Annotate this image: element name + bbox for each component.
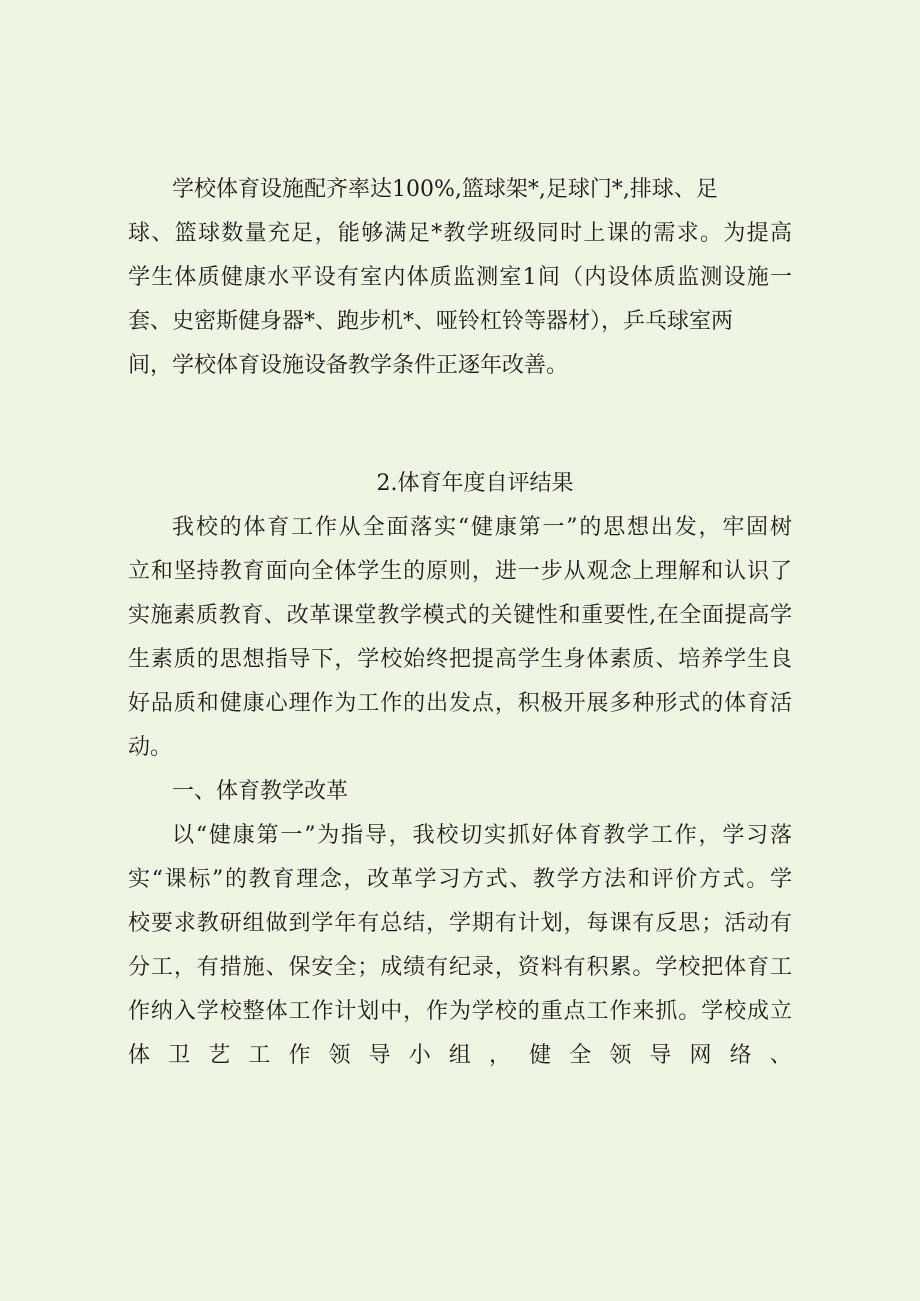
section-heading: 2.体育年度自评结果 [376,471,574,496]
paragraph-line-spread: 体 卫 艺 工 作 领 导 小 组 ， 健 全 领 导 网 络 、 [128,1043,792,1068]
paragraph-line: 间，学校体育设施设备教学条件正逐年改善。 [128,353,569,378]
paragraph-line: 我校的体育工作从全面落实“健康第一”的思想出发，牢固树 [172,515,792,540]
paragraph-line: 校要求教研组做到学年有总结，学期有计划，每课有反思；活动有 [128,911,792,936]
paragraph-line: 动。 [128,735,173,760]
subheading: 一、体育教学改革 [172,779,349,804]
paragraph-line: 学生体质健康水平设有室内体质监测室1间（内设体质监测设施一 [128,265,792,290]
document-page [128,168,792,1078]
paragraph-line: 分工，有措施、保安全；成绩有纪录，资料有积累。学校把体育工 [128,955,792,980]
paragraph-line: 作纳入学校整体工作计划中，作为学校的重点工作来抓。学校成立 [128,999,792,1024]
paragraph-line: 学校体育设施配齐率达100%,篮球架*,足球门*,排球、足 [172,177,718,202]
paragraph-line: 实施素质教育、改革课堂教学模式的关键性和重要性,在全面提高学 [128,603,792,628]
paragraph-line: 以“健康第一”为指导，我校切实抓好体育教学工作，学习落 [172,823,792,848]
paragraph-evaluation [128,506,792,770]
spacer [128,388,792,462]
paragraph-teaching-reform [128,814,792,1078]
paragraph-line: 立和坚持教育面向全体学生的原则，进一步从观念上理解和认识了 [128,559,792,584]
paragraph-line: 生素质的思想指导下，学校始终把提高学生身体素质、培养学生良 [128,647,792,672]
paragraph-facilities [128,168,792,388]
paragraph-line: 实“课标”的教育理念，改革学习方式、教学方法和评价方式。学 [128,867,792,892]
paragraph-line: 球、篮球数量充足，能够满足*教学班级同时上课的需求。为提高 [128,221,792,246]
paragraph-line: 套、史密斯健身器*、跑步机*、哑铃杠铃等器材），乒乓球室两 [128,309,734,334]
paragraph-line: 好品质和健康心理作为工作的出发点，积极开展多种形式的体育活 [128,691,792,716]
